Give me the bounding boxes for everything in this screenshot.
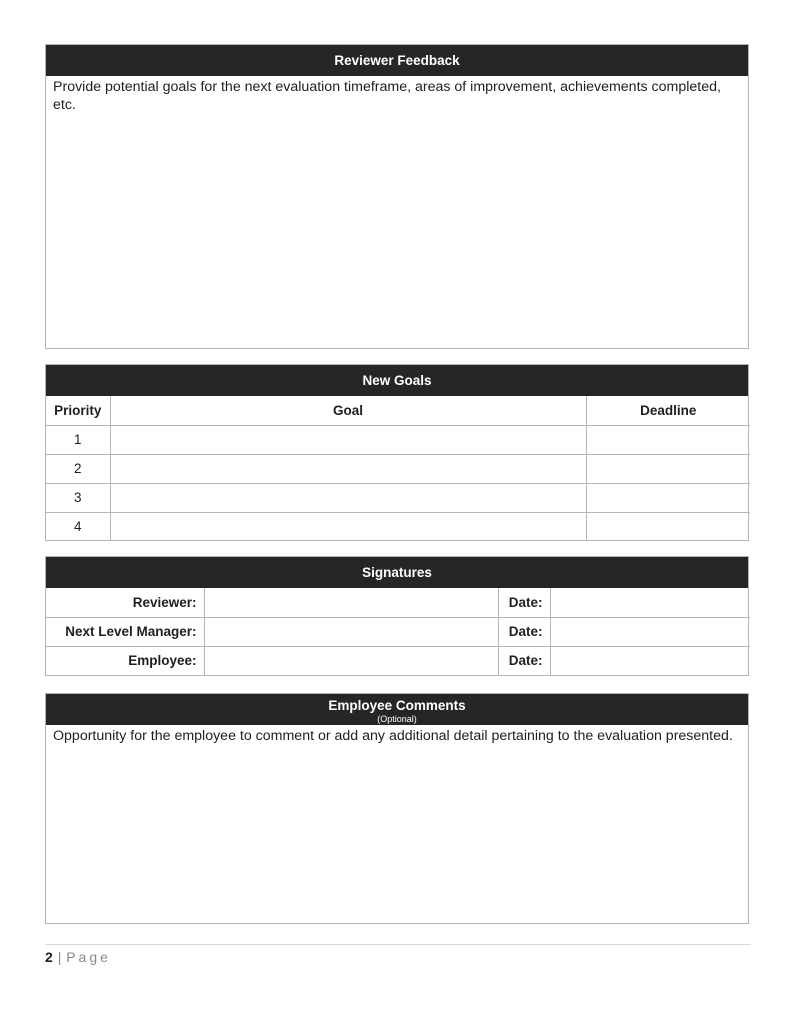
employee-comments-header [46,694,748,725]
footer-separator: | [57,949,62,965]
table-row [46,512,750,541]
table-row [46,425,750,454]
signature-field[interactable] [204,617,498,646]
deadline-cell[interactable] [586,425,750,454]
goal-cell[interactable] [110,425,586,454]
page-label: Page [66,949,111,965]
employee-comments-field[interactable]: Opportunity for the employee to comment or add any additional detail pertaining to the evaluation presented. [53,728,733,744]
signature-row-next-level-manager [46,617,750,646]
table-row [46,483,750,512]
signature-label: Reviewer: [46,588,204,617]
goals-header-row [46,396,750,425]
reviewer-feedback-field[interactable]: Provide potential goals for the next evaluation timeframe, areas of improvement, achievements completed, etc. [53,79,721,113]
signature-label: Employee: [46,646,204,675]
new-goals-table [46,396,750,541]
priority-cell: 2 [46,454,110,483]
date-field[interactable] [550,617,750,646]
employee-comments-subtitle: (Optional) [377,714,417,724]
signature-field[interactable] [204,588,498,617]
column-header-goal: Goal [110,396,586,425]
goal-cell[interactable] [110,483,586,512]
page-footer [45,944,751,965]
signature-field[interactable] [204,646,498,675]
signatures-section [45,556,749,676]
signature-row-reviewer [46,588,750,617]
page-number: 2 [45,949,54,965]
reviewer-feedback-header: Reviewer Feedback [46,45,748,76]
signatures-header: Signatures [46,557,748,588]
priority-cell: 4 [46,512,110,541]
deadline-cell[interactable] [586,483,750,512]
new-goals-header: New Goals [46,365,748,396]
employee-comments-title: Employee Comments [328,698,466,713]
new-goals-section [45,364,749,541]
signature-row-employee [46,646,750,675]
date-label: Date: [498,588,550,617]
signature-label: Next Level Manager: [46,617,204,646]
date-field[interactable] [550,646,750,675]
column-header-deadline: Deadline [586,396,750,425]
priority-cell: 1 [46,425,110,454]
goal-cell[interactable] [110,454,586,483]
priority-cell: 3 [46,483,110,512]
signatures-table [46,588,750,675]
goal-cell[interactable] [110,512,586,541]
column-header-priority: Priority [46,396,110,425]
date-label: Date: [498,646,550,675]
reviewer-feedback-section [45,44,749,349]
date-label: Date: [498,617,550,646]
table-row [46,454,750,483]
employee-comments-section [45,693,749,924]
deadline-cell[interactable] [586,454,750,483]
deadline-cell[interactable] [586,512,750,541]
date-field[interactable] [550,588,750,617]
